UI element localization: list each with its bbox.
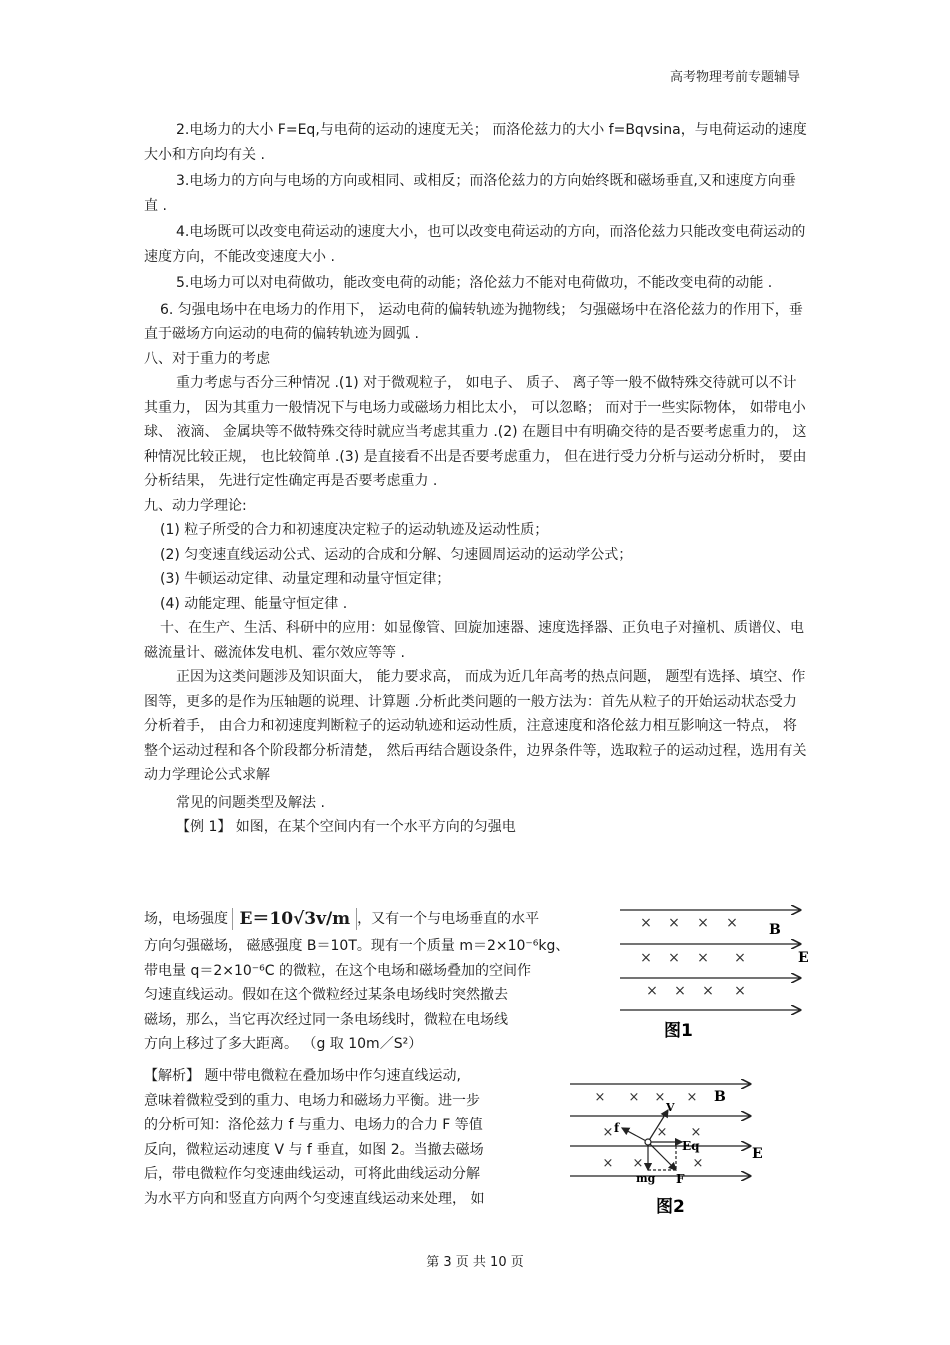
figure-caption: 图2 bbox=[656, 1197, 685, 1217]
example-line: 带电量 q＝2×10⁻⁶C 的微粒，在这个电场和磁场叠加的空间作 bbox=[144, 962, 532, 979]
label-resultant: F bbox=[676, 1172, 685, 1186]
analysis-line: 意味着微粒受到的重力、电场力和磁场力平衡。进一步 bbox=[144, 1092, 480, 1109]
lorentz-force-vector bbox=[622, 1128, 648, 1142]
analysis-line: 后，带电微粒作匀变速曲线运动，可将此曲线运动分解 bbox=[144, 1166, 480, 1182]
svg-text:×: × bbox=[602, 1156, 614, 1171]
subheading: 常见的问题类型及解法 . bbox=[176, 794, 325, 811]
analysis-line: 反向，微粒运动速度 V 与 f 垂直，如图 2。当撤去磁场 bbox=[144, 1141, 484, 1158]
svg-text:×: × bbox=[668, 915, 680, 931]
figure-caption: 图1 bbox=[664, 1021, 693, 1041]
label-mg: mg bbox=[636, 1172, 656, 1185]
svg-text:×: × bbox=[702, 983, 714, 999]
field-formula: E＝10√3v/m bbox=[232, 908, 357, 930]
theory-list bbox=[144, 518, 809, 616]
svg-text:×: × bbox=[594, 1090, 606, 1105]
main-text bbox=[144, 118, 809, 840]
paragraph: 正因为这类问题涉及知识面大， 能力要求高， 而成为近几年高考的热点问题， 题型有选择、填空、作图等，更多的是作为压轴题的说理、计算题 .分析此类问题的一般方法为：首先从粒子的开始运动状态受力分析着手， 由合力和初速度判断粒子的运动轨迹和运动性质，注意速度和洛伦兹力相互影响这一特点， 将整个运动过程和各个阶段都分析清楚， 然后再结合题设条件，边界条件等，选取粒子的运动过程，选用有关动力学理论公式求解 bbox=[144, 669, 807, 783]
list-item: (3) 牛顿运动定律、动量定理和动量守恒定律； bbox=[160, 571, 451, 587]
label-e: E bbox=[798, 950, 809, 966]
svg-text:×: × bbox=[692, 1156, 704, 1171]
svg-text:×: × bbox=[602, 1125, 614, 1140]
svg-text:×: × bbox=[734, 983, 746, 999]
page-header: 高考物理考前专题辅导 bbox=[669, 70, 800, 85]
paragraph: 重力考虑与否分三种情况 .(1) 对于微观粒子， 如电子、 质子、 离子等一般不做特殊交待就可以不计其重力， 因为其重力一般情况下与电场力或磁场力相比太小， 可以忽略； 而对于一些实际物体， 如带电小球、 液滴、 金属块等不做特殊交待时就应当考虑其重力 .(2) 在题目中有明确交待的是否要考虑重力的， 这种情况比较正规， 也比较简单 .(3) 是直接看不出是否要考虑重力， 但在进行受力分析与运动分析时， 要由分析结果， 先进行定性确定再是否要考虑重力 . bbox=[144, 375, 807, 489]
example-title: 【例 1】 如图，在某个空间内有一个水平方向的匀强电 bbox=[176, 819, 516, 835]
example-line: 匀速直线运动。假如在这个微粒经过某条电场线时突然撤去 bbox=[144, 987, 508, 1003]
svg-text:×: × bbox=[654, 1090, 666, 1105]
svg-text:×: × bbox=[686, 1090, 698, 1105]
page-footer: 第 3 页 共 10 页 bbox=[426, 1255, 524, 1270]
section-heading: 九、动力学理论: bbox=[144, 497, 247, 514]
label-f: f bbox=[614, 1121, 620, 1135]
svg-text:×: × bbox=[726, 915, 738, 931]
analysis-line: 为水平方向和竖直方向两个匀变速直线运动来处理， 如 bbox=[144, 1190, 485, 1207]
label-e: E bbox=[752, 1146, 763, 1162]
svg-text:×: × bbox=[734, 950, 746, 966]
analysis-line: 【解析】 题中带电微粒在叠加场中作匀速直线运动, bbox=[144, 1068, 461, 1084]
svg-text:×: × bbox=[697, 950, 709, 966]
svg-text:×: × bbox=[640, 915, 652, 931]
label-b: B bbox=[714, 1089, 726, 1105]
section-heading: 十、在生产、生活、科研中的应用：如显像管、回旋加速器、速度选择器、正负电子对撞机、质谱仪、电磁流量计、磁流体发电机、霍尔效应等等 . bbox=[144, 620, 804, 661]
list-item: (1) 粒子所受的合力和初速度决定粒子的运动轨迹及运动性质； bbox=[160, 522, 549, 538]
paragraph: 3.电场力的方向与电场的方向或相同、或相反；而洛伦兹力的方向始终既和磁场垂直,又和速度方向垂直 . bbox=[144, 173, 796, 214]
svg-text:×: × bbox=[668, 950, 680, 966]
svg-text:×: × bbox=[632, 1156, 644, 1171]
svg-text:×: × bbox=[646, 983, 658, 999]
list-item: (4) 动能定理、能量守恒定律 . bbox=[160, 595, 348, 612]
analysis-line: 的分析可知：洛伦兹力 f 与重力、电场力的合力 F 等值 bbox=[144, 1117, 483, 1133]
label-eq: Eq bbox=[682, 1139, 700, 1153]
analysis-text bbox=[144, 1064, 554, 1211]
paragraph: 5.电场力可以对电荷做功，能改变电荷的动能；洛伦兹力不能对电荷做功，不能改变电荷的动能 . bbox=[176, 275, 773, 291]
label-b: B bbox=[769, 922, 781, 938]
paragraph: 6. 匀强电场中在电场力的作用下， 运动电荷的偏转轨迹为抛物线； 匀强磁场中在洛伦兹力的作用下，垂直于磁场方向运动的电荷的偏转轨迹为圆弧 . bbox=[144, 301, 803, 342]
svg-text:×: × bbox=[656, 1125, 668, 1140]
list-item: (2) 匀变速直线运动公式、运动的合成和分解、匀速圆周运动的运动学公式； bbox=[160, 546, 633, 563]
paragraph: 2.电场力的大小 F=Eq,与电荷的运动的速度无关； 而洛伦兹力的大小 f=Bqvsina，与电荷运动的速度大小和方向均有关 . bbox=[144, 122, 807, 163]
figure-2 bbox=[564, 1074, 774, 1224]
particle bbox=[645, 1139, 651, 1145]
figure-1 bbox=[612, 898, 817, 1043]
svg-text:×: × bbox=[690, 1125, 702, 1140]
section-heading: 八、对于重力的考虑 bbox=[144, 350, 270, 367]
svg-text:×: × bbox=[640, 950, 652, 966]
example-line: ，又有一个与电场垂直的水平 bbox=[357, 911, 540, 927]
example-line: 场，电场强度 bbox=[144, 911, 228, 927]
svg-text:×: × bbox=[628, 1090, 640, 1105]
example-line: 磁场，那么，当它再次经过同一条电场线时，微粒在电场线 bbox=[144, 1011, 508, 1028]
paragraph: 4.电场既可以改变电荷运动的速度大小，也可以改变电荷运动的方向，而洛伦兹力只能改变电荷运动的速度方向，不能改变速度大小 . bbox=[144, 224, 806, 265]
svg-text:×: × bbox=[674, 983, 686, 999]
example-line: 方向匀强磁场， 磁感强度 B＝10T。现有一个质量 m＝2×10⁻⁶kg、 bbox=[144, 938, 570, 954]
label-v: V bbox=[666, 1101, 675, 1114]
example-line: 方向上移过了多大距离。 （g 取 10m／S²） bbox=[144, 1036, 423, 1052]
svg-text:×: × bbox=[697, 915, 709, 931]
example-text bbox=[144, 904, 614, 1057]
